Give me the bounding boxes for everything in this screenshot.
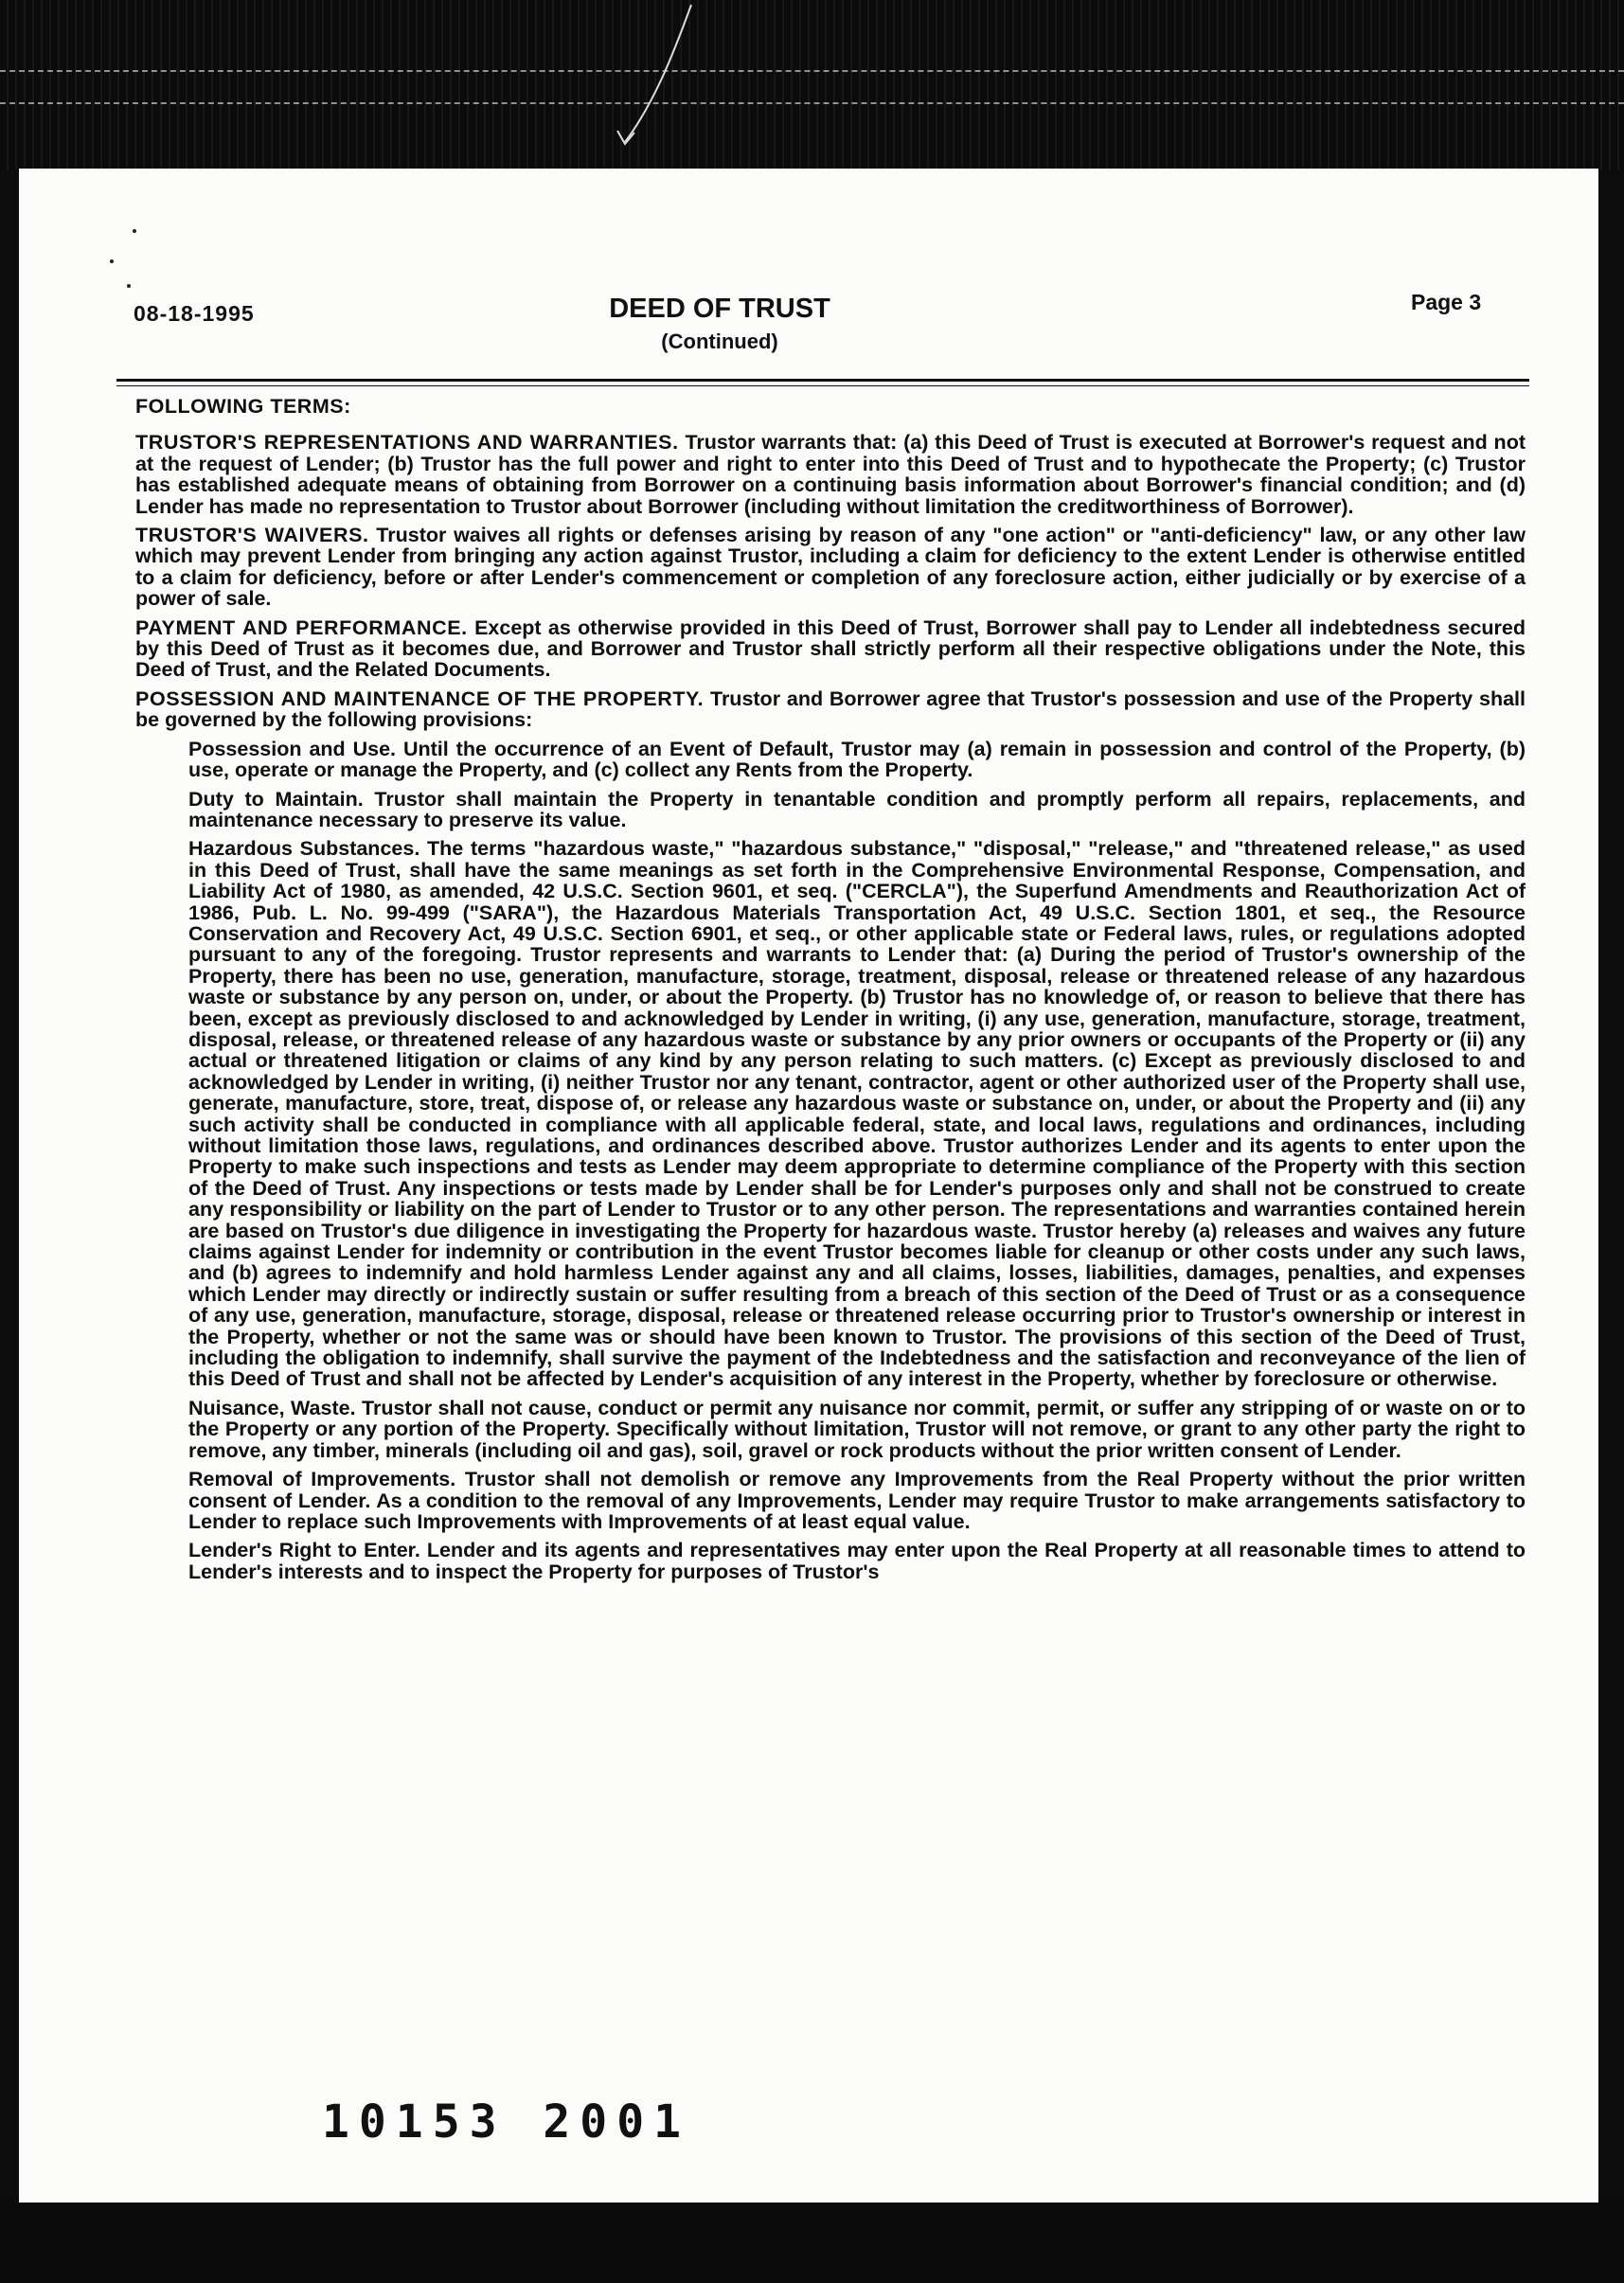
section-waivers [135, 525, 1526, 610]
document-date: 08-18-1995 [134, 301, 255, 326]
subsection-duty-to-maintain [135, 789, 1526, 831]
subsection-heading: Lender's Right to Enter. [188, 1539, 420, 1562]
subsection-possession-use [135, 739, 1526, 781]
subsection-text: Trustor shall not cause, conduct or permit any nuisance nor commit, permit, or suffer any stripping of or waste on or to the Property or any portion of the Property. Specifically without limitation, Trustor will not remove, or grant to any other party the right to remove, any timber, minerals (including oil and gas), soil, gravel or rock products without the prior written consent of Lender. [188, 1396, 1526, 1462]
subsection-text: Trustor shall not demolish or remove any Improvements from the Real Property without the prior written consent of Lender. As a condition to the removal of any Improvements, Lender may require Trustor to make arrangements satisfactory to Lender to replace such Improvements with Improvements of at least equal value. [188, 1468, 1526, 1533]
section-heading: TRUSTOR'S REPRESENTATIONS AND WARRANTIES. [135, 431, 679, 455]
scan-speck [127, 284, 131, 288]
subsection-right-to-enter [135, 1540, 1526, 1582]
page-number: Page 3 [1411, 290, 1482, 314]
section-heading: TRUSTOR'S WAIVERS. [135, 524, 369, 547]
scan-border-top [0, 0, 1624, 170]
subsection-removal-of-improvements [135, 1469, 1526, 1532]
header-rule-thin [116, 385, 1529, 386]
scan-speck [133, 229, 136, 233]
section-possession [135, 688, 1526, 731]
subsection-text: The terms "hazardous waste," "hazardous substance," "disposal," "release," and "threatened release," as used in this Deed of Trust, shall have the same meanings as set forth in the Comprehensive Environmental Response, Compensation, and Liability Act of 1980, as amended, 42 U.S.C. Section 9601, et seq. ("CERCLA"), the Superfund Amendments and Reauthorization Act of 1986, Pub. L. No. 99-499 ("SARA"), the Hazardous Materials Transportation Act, 49 U.S.C. Section 1801, et seq., the Resource Conservation and Recovery Act, 49 U.S.C. Section 6901, et seq., or other applicable state or Federal laws, rules, or regulations adopted pursuant to any of the foregoing. Trustor represents and warrants to Lender that: (a) During the period of Trustor's ownership of the Property, there has been no use, generation, manufacture, storage, treatment, disposal, release or threatened release of any hazardous waste or substance by any person on, under, or about the Property. (b) Trustor has no knowledge of, or reason to believe that there has been, except as previously disclosed to and acknowledged by Lender in writing, (i) any use, generation, manufacture, storage, treatment, disposal, release, or threatened release of any hazardous waste or substance by any prior owners or occupants of the Property or (ii) any actual or threatened litigation or claims of any kind by any person relating to such matters. (c) Except as previously disclosed to and acknowledged by Lender in writing, (i) neither Trustor nor any tenant, contractor, agent or other authorized user of the Property shall use, generate, manufacture, store, treat, dispose of, or release any hazardous waste or substance on, under, or about the Property and (ii) any such activity shall be conducted in compliance with all applicable federal, state, and local laws, regulations and ordinances, including without limitation those laws, regulations, and ordinances described above. Trustor authorizes Lender and its agents to enter upon the Property to make such inspections and tests as Lender may deem appropriate to determine compliance of the Property with this section of the Deed of Trust. Any inspections or tests made by Lender shall be for Lender's purposes only and shall not be construed to create any responsibility or liability on the part of Lender to Trustor or to any other person. The representations and warranties contained herein are based on Trustor's due diligence in investigating the Property for hazardous waste. Trustor hereby (a) releases and waives any future claims against Lender for indemnity or contribution in the event Trustor becomes liable for cleanup or other costs under any such laws, and (b) agrees to indemnify and hold harmless Lender against any and all claims, losses, liabilities, damages, penalties, and expenses which Lender may directly or indirectly sustain or suffer resulting from a breach of this section of the Deed of Trust or as a consequence of any use, generation, manufacture, storage, disposal, release or threatened release occurring prior to Trustor's ownership or interest in the Property, whether or not the same was or should have been known to Trustor. The provisions of this section of the Deed of Trust, including the obligation to indemnify, shall survive the payment of the Indebtedness and the satisfaction and reconveyance of the lien of this Deed of Trust and shall not be affected by Lender's acquisition of any interest in the Property, whether by foreclosure or otherwise. [188, 837, 1526, 1391]
section-heading: POSSESSION AND MAINTENANCE OF THE PROPERTY. [135, 687, 705, 710]
document-title: DEED OF TRUST [609, 294, 830, 324]
subsection-heading: Duty to Maintain. [188, 787, 364, 811]
section-text: Trustor warrants that: (a) this Deed of Trust is executed at Borrower's request and not at the request of Lender; (b) Trustor has the full power and right to enter into this Deed of Trust and to hypothecate the Property; (c) Trustor has established adequate means of obtaining from Borrower on a continuing basis information about Borrower's financial condition; and (d) Lender has made no representation to Trustor about Borrower (including without limitation the creditworthiness of Borrower). [135, 431, 1526, 518]
subsection-text: Trustor shall maintain the Property in tenantable condition and promptly perform all repairs, replacements, and maintenance necessary to preserve its value. [188, 787, 1526, 831]
subsection-heading: Possession and Use. [188, 737, 397, 760]
document-page [19, 169, 1598, 2203]
subsection-nuisance-waste [135, 1398, 1526, 1461]
document-body [135, 396, 1526, 1590]
subsection-heading: Hazardous Substances. [188, 837, 420, 861]
scan-speck [110, 259, 114, 263]
scan-dashed-line [0, 70, 1624, 72]
section-text: Except as otherwise provided in this Deed of Trust, Borrower shall pay to Lender all indebtedness secured by this Deed of Trust as it becomes due, and Borrower and Trustor shall strictly perform all their respective obligations under the Note, this Deed of Trust, and the Related Documents. [135, 615, 1526, 682]
scan-dashed-line [0, 102, 1624, 104]
intro-line: FOLLOWING TERMS: [135, 395, 351, 418]
document-subtitle: (Continued) [661, 330, 778, 353]
subsection-text: Until the occurrence of an Event of Default, Trustor may (a) remain in possession and control of the Property, (b) use, operate or manage the Property, and (c) collect any Rents from the Property. [188, 737, 1526, 782]
scan-border-bottom [0, 2203, 1624, 2283]
subsection-hazardous-substances [135, 838, 1526, 1390]
subsection-heading: Removal of Improvements. [188, 1468, 456, 1491]
scan-stroke-mark [587, 0, 720, 170]
section-heading: PAYMENT AND PERFORMANCE. [135, 615, 468, 639]
section-payment [135, 617, 1526, 681]
section-text: Trustor and Borrower agree that Trustor's possession and use of the Property shall be governed by the following provisions: [135, 687, 1526, 732]
recording-stamp-number: 10153 2001 [322, 2096, 690, 2149]
header-rule [116, 379, 1529, 382]
subsection-text: Lender and its agents and representatives may enter upon the Real Property at all reasonable times to attend to Lender's interests and to inspect the Property for purposes of Trustor's [188, 1539, 1526, 1583]
subsection-heading: Nuisance, Waste. [188, 1396, 356, 1419]
section-text: Trustor waives all rights or defenses arising by reason of any "one action" or "anti-deficiency" law, or any other law which may prevent Lender from bringing any action against Trustor, including a claim for deficiency to the extent Lender is otherwise entitled to a claim for deficiency, before or after Lender's commencement or completion of any foreclosure action, either judicially or by exercise of a power of sale. [135, 524, 1526, 611]
section-representations [135, 432, 1526, 517]
